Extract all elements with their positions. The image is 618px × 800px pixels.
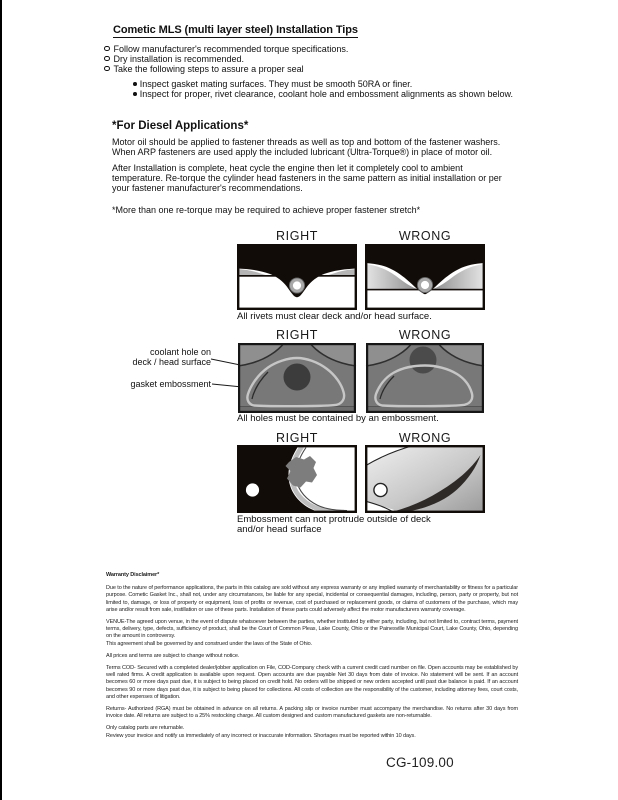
rivet-clearance-right-diagram (237, 244, 357, 310)
open-bullet-icon (104, 46, 110, 52)
row3-caption-line1: Embossment can not protrude outside of deck (237, 514, 431, 525)
bullet-text: Inspect for proper, rivet clearance, coolant hole and embossment alignments as shown below. (139, 89, 514, 99)
open-bullet-icon (104, 56, 110, 62)
catalog-paragraph (106, 725, 518, 739)
terms-paragraph: Terms COD- Secured with a completed dealer/jobber application on File, COD-Company check with a current credit card number on file. Open accounts may be established by well rated firms. A credit application is available upon request. Open accounts are due payable Net 30 days from date of invoice. No statement will be sent. If an account becomes 60 or more days past due, it is subject to being placed on credit hold. No orders will be shipped or new orders accepted until past due balance is paid. If an account becomes 90 or more days past due, it is subject to being placed for collections. All costs of collection are the responsibility of the customer, including attorney fees, court costs, and other expenses of litigation. (106, 665, 518, 700)
prices-paragraph: All prices and terms are subject to change without notice. (106, 652, 240, 659)
warranty-disclaimer-section (106, 572, 518, 745)
diagram-illustration (237, 445, 357, 513)
gasket-embossment-label: gasket embossment (130, 379, 211, 389)
diagram-illustration (365, 445, 485, 513)
row2-caption: All holes must be contained by an embossment. (237, 413, 439, 424)
row3-caption (237, 515, 431, 535)
diagram-illustration (237, 343, 357, 413)
list-item (133, 89, 513, 99)
list-item (104, 44, 348, 54)
list-item (104, 64, 304, 74)
embossment-containment-wrong-diagram (365, 343, 485, 413)
embossment-containment-right-diagram (237, 343, 357, 413)
venue-paragraph (106, 619, 518, 648)
wrong-label: WRONG (398, 328, 452, 342)
list-item (104, 54, 244, 64)
protrusion-wrong-diagram (365, 445, 485, 513)
retorque-note: *More than one re-torque may be required to achieve proper fastener stretch* (112, 205, 421, 215)
diesel-paragraph-1: Motor oil should be applied to fastener threads as well as top and bottom of the fastener washers. When ARP fasteners are used apply the included lubricant (Ultra-Torque®) in place of motor oil. (112, 137, 501, 158)
wrong-label: WRONG (398, 431, 452, 445)
warranty-heading: Warranty Disclaimer* (106, 572, 160, 578)
bullet-text: Follow manufacturer's recommended torque specifications. (113, 44, 349, 54)
filled-bullet-icon (133, 82, 137, 86)
row1-caption: All rivets must clear deck and/or head surface. (237, 311, 432, 322)
review-text: Review your invoice and notify us immediately of any incorrect or inaccurate information. Shortages must be reported within 10 days. (106, 732, 416, 739)
diesel-section-heading: *For Diesel Applications* (112, 120, 249, 132)
page-code: CG-109.00 (386, 755, 454, 770)
venue-text: VENUE-The agreed upon venue, in the event of dispute whatsoever between the parties, whether instituted by either party, including, but not limited to, contract terms, payment terms, delivery, type, defects, sufficiency of product, shall be the Court of Common Pleas, Lake County, Ohio or the Painesville Municipal Court, Lake County, Ohio, depending on the amount in controversy. (106, 619, 518, 640)
returns-paragraph: Returns- Authorized (RGA) must be obtained in advance on all returns. A packing slip or invoice number must accompany the merchandise. No returns after 30 days from invoice date. All returns are subject to a 25% restocking charge. All custom designed and custom manufactured gaskets are non-returnable. (106, 706, 518, 720)
page-title: Cometic MLS (multi layer steel) Installation Tips (113, 24, 358, 36)
filled-bullet-icon (133, 92, 137, 96)
row3-caption-line2: and/or head surface (237, 524, 322, 535)
protrusion-right-diagram (237, 445, 357, 513)
coolant-hole-label-line2: deck / head surface (132, 357, 211, 367)
diesel-paragraph-2: After Installation is complete, heat cycle the engine then let it completely cool to ambient temperature. Re-torque the cylinder head fasteners in the same pattern as initial installation or per your fastener manufacturer's recommendations. (112, 163, 502, 194)
rivet-clearance-wrong-diagram (365, 244, 485, 310)
warranty-paragraph: Due to the nature of performance applications, the parts in this catalog are sold without any express warranty or any implied warranty of merchantability or fitness for a particular purpose. Cometic Gasket Inc., shall not, under any circumstances, be liable for any special, incidental or consequential damages, including, person, party or property, but not limited to, damage, or loss of property or equipment, loss of profits or revenue, cost of purchased or replacement goods, or claims of customers of the purchase, which may arise and/or result from sale, instillation or use of these parts. Installation of these parts could adversely affect the motor manufacturers warranty coverage. (106, 585, 518, 613)
right-label: RIGHT (276, 229, 318, 243)
diagram-illustration (365, 343, 485, 413)
bullet-text: Take the following steps to assure a proper seal (113, 64, 304, 74)
bullet-text: Dry installation is recommended. (113, 54, 245, 64)
wrong-label: WRONG (398, 229, 452, 243)
coolant-hole-label (90, 347, 211, 367)
bullet-text: Inspect gasket mating surfaces. They must be smooth 50RA or finer. (139, 79, 413, 89)
diagram-illustration (237, 244, 357, 310)
coolant-hole-label-line1: coolant hole on (149, 347, 211, 357)
list-item (133, 79, 412, 89)
governed-text: This agreement shall be governed by and construed under the laws of the State of Ohio. (106, 640, 313, 647)
page-edge-rule (0, 0, 2, 800)
right-label: RIGHT (276, 328, 318, 342)
open-bullet-icon (104, 66, 110, 72)
diagram-illustration (365, 244, 485, 310)
catalog-text: Only catalog parts are returnable. (106, 725, 185, 732)
right-label: RIGHT (276, 431, 318, 445)
